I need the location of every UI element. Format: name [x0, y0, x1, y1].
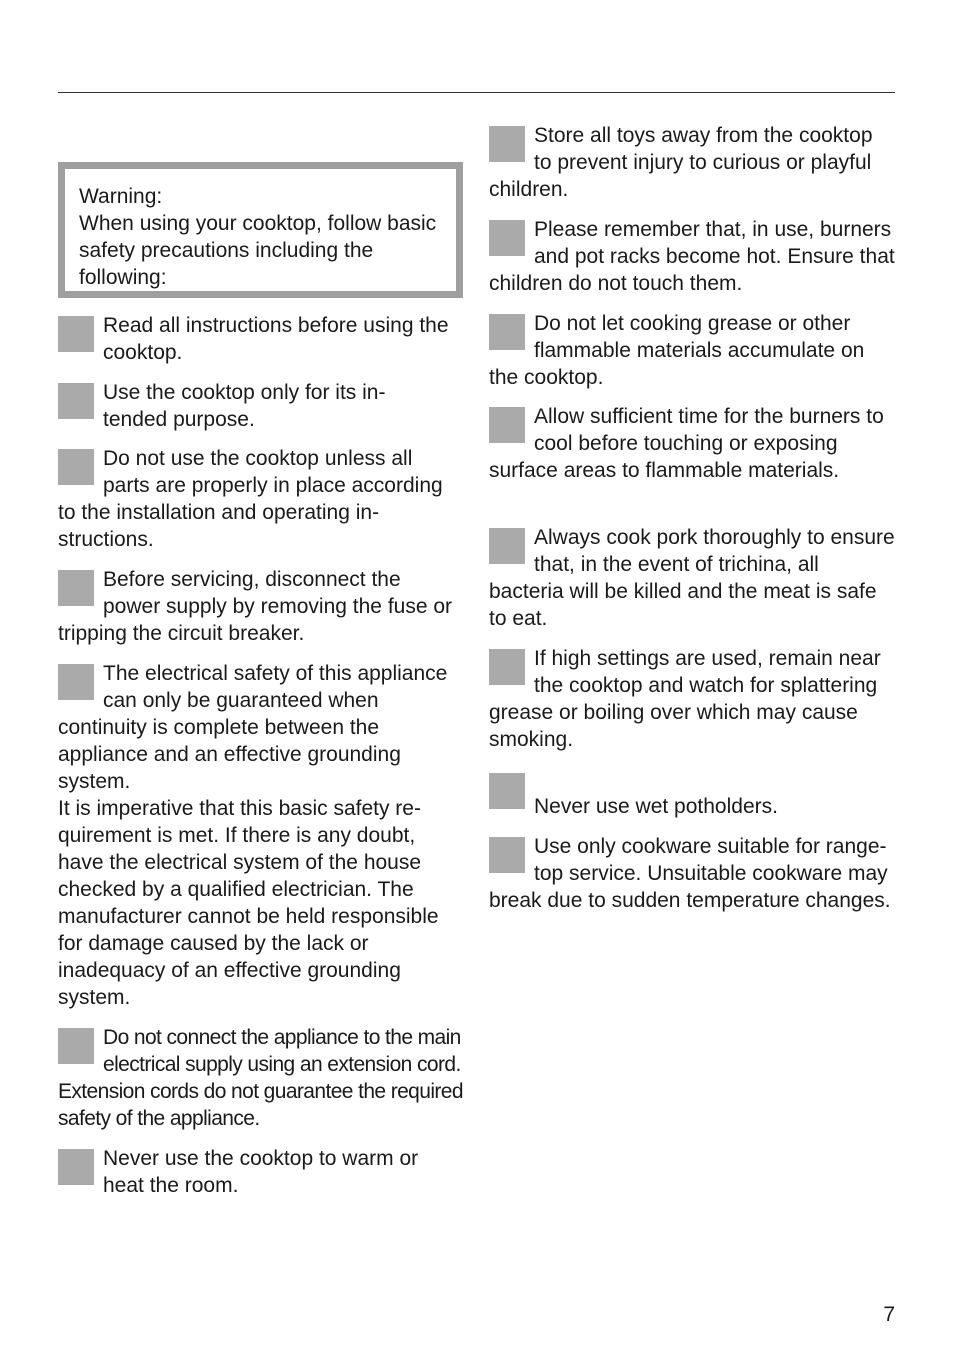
item-text: Read all instructions before using the cooktop.	[103, 314, 449, 364]
list-item	[489, 216, 895, 297]
bullet-square	[58, 1028, 94, 1064]
bullet-square	[489, 314, 525, 350]
bullet-square	[489, 126, 525, 162]
item-text: Before servicing, disconnect the power supply by removing the fuse or tripping the circuit breaker.	[58, 568, 453, 645]
list-item	[58, 379, 418, 433]
bullet-square	[58, 1149, 94, 1185]
bullet-square	[58, 383, 94, 419]
list-item	[489, 310, 895, 391]
warning-box	[58, 162, 463, 298]
bullet-square	[58, 664, 94, 700]
list-item	[58, 566, 463, 647]
bullet-square	[489, 220, 525, 256]
list-item	[489, 773, 895, 820]
top-rule	[58, 92, 895, 93]
item-text-continued: It is imperative that this basic safety requirement is met. If there is any doubt, have the electrical system of the house checked by a qualified electrician. The manufacturer cannot be held responsible for damage caused by the lack or inadequacy of an effective grounding system.	[58, 797, 439, 1009]
item-text: Do not let cooking grease or other flammable materials accumulate on the cooktop.	[489, 312, 865, 389]
list-item	[58, 660, 463, 1011]
item-text: Use the cooktop only for its intended purpose.	[103, 381, 386, 431]
bullet-square	[489, 773, 525, 809]
bullet-square	[58, 570, 94, 606]
page-number: 7	[883, 1303, 895, 1326]
list-item	[58, 1145, 463, 1199]
bullet-square	[489, 649, 525, 685]
list-item	[58, 445, 463, 553]
warning-text: Warning: When using your cooktop, follow basic safety precautions including the following:	[79, 185, 437, 289]
list-item	[489, 524, 895, 632]
item-text: Do not connect the appliance to the main electrical supply using an extension cord. Extension cords do not guarantee the required safety of the appliance.	[58, 1026, 463, 1130]
item-text: Allow sufficient time for the burners to cool before touching or exposing surface areas to flammable materials.	[489, 405, 884, 482]
item-text: Never use the cooktop to warm or heat the room.	[103, 1147, 419, 1197]
item-text: Do not use the cooktop unless all parts are properly in place according to the installation and operating instructions.	[58, 447, 443, 551]
item-text: Use only cookware suitable for range-top service. Unsuitable cookware may break due to sudden temperature changes.	[489, 835, 891, 912]
bullet-square	[58, 449, 94, 485]
list-item	[58, 1024, 463, 1132]
list-item	[489, 403, 895, 484]
item-text: Never use wet potholders.	[534, 795, 778, 818]
item-text: The electrical safety of this appliance can only be guaranteed when continuity is complete between the appliance and an effective grounding system.	[58, 662, 448, 793]
bullet-square	[489, 837, 525, 873]
item-text: If high settings are used, remain near the cooktop and watch for splattering grease or boiling over which may cause smoking.	[489, 647, 881, 751]
bullet-square	[489, 528, 525, 564]
list-item	[489, 645, 895, 753]
list-item	[489, 122, 895, 203]
item-text: Please remember that, in use, burners and pot racks become hot. Ensure that children do not touch them.	[489, 218, 895, 295]
item-text: Always cook pork thoroughly to ensure that, in the event of trichina, all bacteria will be killed and the meat is safe to eat.	[489, 526, 895, 630]
list-item	[58, 312, 463, 366]
bullet-square	[489, 407, 525, 443]
item-text: Store all toys away from the cooktop to prevent injury to curious or playful children.	[489, 124, 873, 201]
bullet-square	[58, 316, 94, 352]
list-item	[489, 833, 895, 914]
